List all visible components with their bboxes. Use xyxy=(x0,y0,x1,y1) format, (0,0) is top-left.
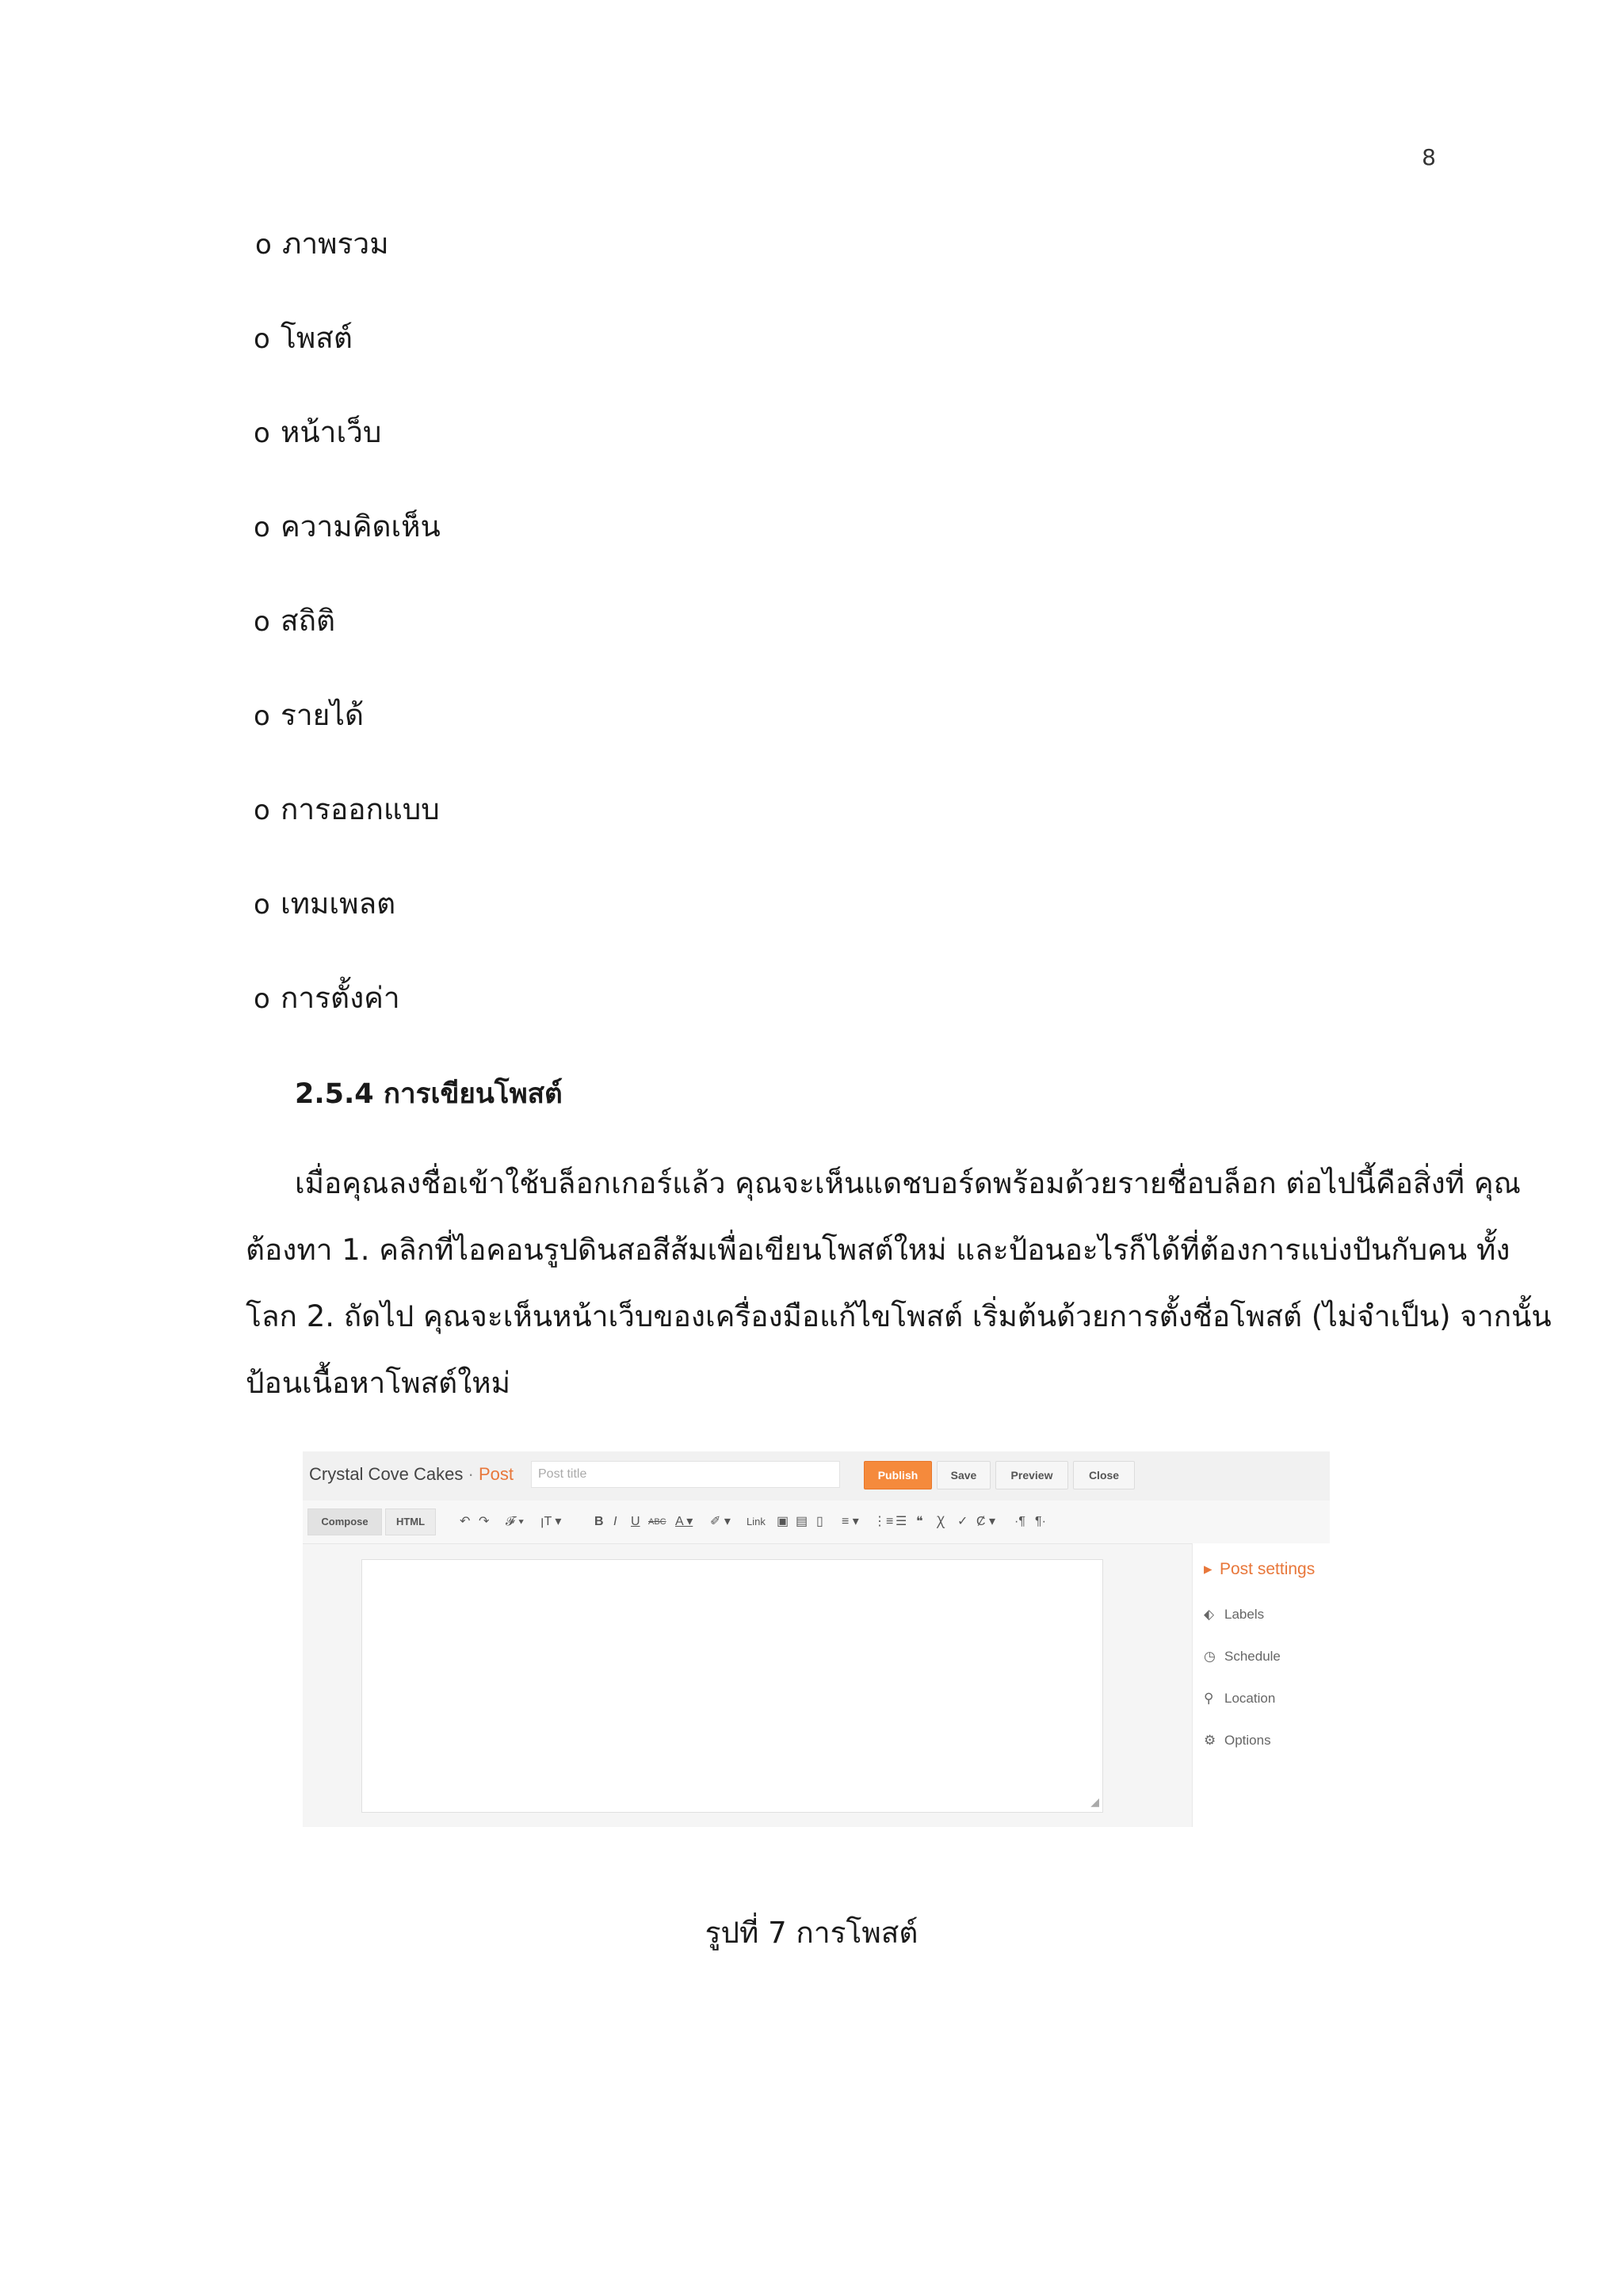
list-item-label: การตั้งค่า xyxy=(281,981,400,1015)
page-number: 8 xyxy=(1422,144,1436,170)
video-icon[interactable]: ▤ xyxy=(796,1515,808,1528)
bullet-marker: o xyxy=(254,606,270,638)
publish-button[interactable]: Publish xyxy=(864,1461,932,1489)
paragraph-line: โลก 2. ถัดไป คุณจะเห็นหน้าเว็บของเครื่องมือแก้ไขโพสต์ เริ่มต้นด้วยการตั้งชื่อโพสต์ (ไม่จำเป็น) จากนั้น xyxy=(246,1299,1552,1333)
close-button[interactable]: Close xyxy=(1073,1461,1135,1489)
bullet-marker: o xyxy=(254,700,270,732)
post-label: Post xyxy=(478,1464,514,1484)
post-title-input[interactable]: Post title xyxy=(531,1461,840,1488)
editor-header xyxy=(303,1451,1330,1501)
post-body-editor[interactable] xyxy=(361,1559,1103,1813)
text-color-icon[interactable]: A ▾ xyxy=(675,1515,693,1528)
list-item xyxy=(254,885,395,924)
bullet-marker: o xyxy=(255,229,272,261)
paragraph-line: ป้อนเนื้อหาโพสต์ใหม่ xyxy=(246,1366,511,1400)
link-button[interactable]: Link xyxy=(747,1516,766,1527)
rtl-icon[interactable]: ¶· xyxy=(1035,1515,1046,1528)
bullet-marker: o xyxy=(254,418,270,449)
bullet-list-icon[interactable]: ☰ xyxy=(896,1515,907,1528)
ltr-icon[interactable]: ·¶ xyxy=(1014,1515,1025,1528)
clock-icon: ◷ xyxy=(1204,1649,1216,1664)
jump-break-icon[interactable]: ▯ xyxy=(816,1515,823,1528)
list-item-label: ความคิดเห็น xyxy=(281,509,441,543)
list-item-label: เทมเพลต xyxy=(281,887,396,921)
blog-name: Crystal Cove Cakes xyxy=(309,1464,464,1484)
compose-mode-button[interactable]: Compose xyxy=(307,1508,382,1535)
list-item-label: หน้าเว็บ xyxy=(281,415,382,449)
list-item xyxy=(254,696,364,735)
side-item-label: Labels xyxy=(1224,1607,1265,1622)
gear-icon: ⚙ xyxy=(1204,1733,1216,1748)
preview-button[interactable]: Preview xyxy=(995,1461,1068,1489)
list-item xyxy=(254,414,381,452)
paragraph-line: เมื่อคุณลงชื่อเข้าใช้บล็อกเกอร์แล้ว คุณจะเห็นแดชบอร์ดพร้อมด้วยรายชื่อบล็อก ต่อไปนี้คือสิ่งที่ คุณ xyxy=(295,1166,1521,1200)
image-icon[interactable]: ▣ xyxy=(777,1515,789,1528)
bullet-marker: o xyxy=(254,983,270,1015)
italic-icon[interactable]: I xyxy=(613,1515,617,1528)
figure-caption: รูปที่ 7 การโพสต์ xyxy=(705,1916,918,1950)
highlight-icon[interactable]: ✐ ▾ xyxy=(710,1515,731,1528)
html-mode-button[interactable]: HTML xyxy=(385,1508,436,1535)
caret-right-icon: ▸ xyxy=(1204,1560,1212,1578)
quote-icon[interactable]: ❝ xyxy=(916,1515,923,1528)
remove-format-icon[interactable]: Ꭓ xyxy=(937,1515,945,1528)
more-options-icon[interactable]: Ȼ ▾ xyxy=(976,1515,996,1528)
bullet-marker: o xyxy=(254,512,270,543)
blog-title xyxy=(309,1464,514,1485)
side-item-label: Options xyxy=(1224,1733,1271,1748)
resize-grip-icon[interactable]: ◢ xyxy=(1090,1795,1099,1808)
section-heading: 2.5.4 การเขียนโพสต์ xyxy=(295,1078,563,1110)
bullet-marker: o xyxy=(254,323,270,355)
underline-icon[interactable]: U xyxy=(631,1515,640,1528)
list-item xyxy=(255,225,389,264)
numbered-list-icon[interactable]: ⋮≡ xyxy=(873,1515,894,1528)
list-item-label: รายได้ xyxy=(281,698,364,732)
redo-icon[interactable]: ↷ xyxy=(479,1515,490,1528)
side-item-options[interactable] xyxy=(1204,1733,1271,1749)
location-pin-icon: ⚲ xyxy=(1204,1691,1214,1706)
title-separator: · xyxy=(468,1464,474,1484)
post-settings-header xyxy=(1204,1559,1315,1579)
paragraph-line: ต้องทา 1. คลิกที่ไอคอนรูปดินสอสีส้มเพื่อเขียนโพสต์ใหม่ และป้อนอะไรก็ได้ที่ต้องการแบ่งปันกับคน ทั้ง xyxy=(246,1233,1510,1267)
undo-icon[interactable]: ↶ xyxy=(460,1515,471,1528)
bold-icon[interactable]: B xyxy=(594,1515,604,1528)
strikethrough-icon[interactable]: ABC xyxy=(648,1517,666,1527)
side-item-label: Location xyxy=(1224,1691,1276,1706)
list-item xyxy=(254,319,353,358)
list-item xyxy=(254,508,441,547)
bullet-marker: o xyxy=(254,795,270,826)
side-item-location[interactable] xyxy=(1204,1691,1275,1707)
side-item-schedule[interactable] xyxy=(1204,1649,1281,1665)
post-editor-screenshot xyxy=(303,1451,1330,1827)
post-settings-label: Post settings xyxy=(1220,1560,1316,1578)
side-item-labels[interactable] xyxy=(1204,1607,1264,1623)
tag-icon: ⬖ xyxy=(1204,1607,1215,1622)
list-item-label: ภาพรวม xyxy=(282,227,389,261)
font-size-icon[interactable]: ꞁT ▾ xyxy=(540,1515,562,1528)
list-item xyxy=(254,791,440,830)
font-family-icon[interactable]: 𝓕 ▾ xyxy=(506,1515,524,1528)
list-item xyxy=(254,979,400,1018)
bullet-marker: o xyxy=(254,889,270,921)
list-item xyxy=(254,602,335,641)
list-item-label: โพสต์ xyxy=(281,321,353,355)
side-item-label: Schedule xyxy=(1224,1649,1281,1664)
save-button[interactable]: Save xyxy=(937,1461,991,1489)
list-item-label: สถิติ xyxy=(281,604,336,638)
list-item-label: การออกแบบ xyxy=(281,792,440,826)
align-icon[interactable]: ≡ ▾ xyxy=(842,1515,859,1528)
spell-check-icon[interactable]: ✓ xyxy=(957,1515,968,1528)
post-settings-panel xyxy=(1192,1543,1330,1827)
formatting-toolbar xyxy=(303,1501,1330,1544)
